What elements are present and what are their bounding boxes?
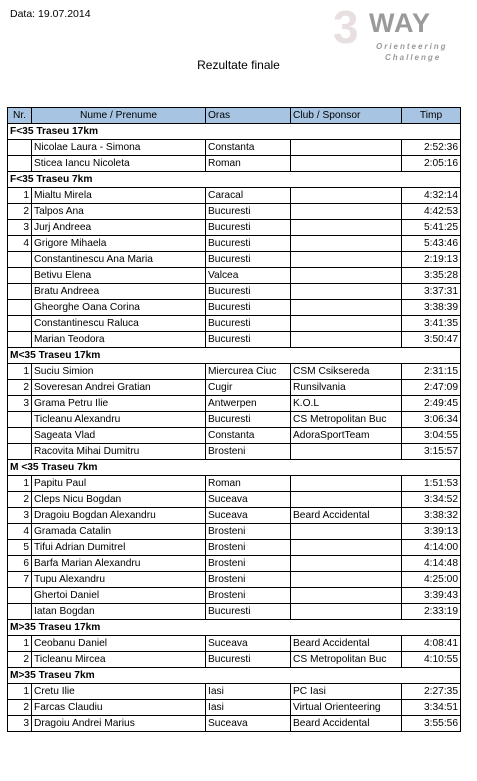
club-cell: Beard Accidental bbox=[291, 508, 402, 524]
city-cell: Cugir bbox=[206, 380, 291, 396]
table-row bbox=[8, 316, 461, 332]
rank-cell bbox=[8, 316, 32, 332]
club-cell: Beard Accidental bbox=[291, 716, 402, 732]
section-header-row bbox=[8, 668, 461, 684]
table-row bbox=[8, 492, 461, 508]
table-row bbox=[8, 396, 461, 412]
table-row bbox=[8, 140, 461, 156]
section-title: M<35 Traseu 17km bbox=[8, 348, 402, 364]
city-cell: Roman bbox=[206, 476, 291, 492]
rank-cell: 6 bbox=[8, 556, 32, 572]
section-title-spacer bbox=[402, 668, 461, 684]
logo-line3: Challenge bbox=[385, 53, 442, 62]
col-header-nr: Nr. bbox=[8, 108, 32, 124]
club-cell bbox=[291, 476, 402, 492]
club-cell bbox=[291, 332, 402, 348]
time-cell: 3:34:51 bbox=[402, 700, 461, 716]
rank-cell: 1 bbox=[8, 636, 32, 652]
col-header-club: Club / Sponsor bbox=[291, 108, 402, 124]
club-cell bbox=[291, 188, 402, 204]
section-title: M>35 Traseu 7km bbox=[8, 668, 402, 684]
city-cell: Miercurea Ciuc bbox=[206, 364, 291, 380]
time-cell: 5:43:46 bbox=[402, 236, 461, 252]
table-row bbox=[8, 252, 461, 268]
section-header-row bbox=[8, 620, 461, 636]
section-title-spacer bbox=[402, 620, 461, 636]
time-cell: 2:33:19 bbox=[402, 604, 461, 620]
table-row bbox=[8, 444, 461, 460]
time-cell: 1:51:53 bbox=[402, 476, 461, 492]
name-cell: Dragoiu Bogdan Alexandru bbox=[32, 508, 206, 524]
table-row bbox=[8, 604, 461, 620]
rank-cell: 2 bbox=[8, 492, 32, 508]
table-row bbox=[8, 636, 461, 652]
table-row bbox=[8, 156, 461, 172]
rank-cell: 3 bbox=[8, 220, 32, 236]
time-cell: 4:10:55 bbox=[402, 652, 461, 668]
rank-cell bbox=[8, 332, 32, 348]
section-title: F<35 Traseu 7km bbox=[8, 172, 402, 188]
city-cell: Bucuresti bbox=[206, 220, 291, 236]
club-cell: CS Metropolitan Buc bbox=[291, 652, 402, 668]
rank-cell bbox=[8, 284, 32, 300]
club-cell bbox=[291, 268, 402, 284]
table-row bbox=[8, 412, 461, 428]
table-row bbox=[8, 540, 461, 556]
logo-word: WAY bbox=[369, 8, 432, 38]
time-cell: 4:25:00 bbox=[402, 572, 461, 588]
city-cell: Valcea bbox=[206, 268, 291, 284]
section-header-row bbox=[8, 124, 461, 140]
club-cell bbox=[291, 252, 402, 268]
city-cell: Brosteni bbox=[206, 444, 291, 460]
rank-cell bbox=[8, 300, 32, 316]
table-row bbox=[8, 188, 461, 204]
name-cell: Tupu Alexandru bbox=[32, 572, 206, 588]
rank-cell: 1 bbox=[8, 364, 32, 380]
time-cell: 4:32:14 bbox=[402, 188, 461, 204]
club-cell bbox=[291, 572, 402, 588]
time-cell: 5:41:25 bbox=[402, 220, 461, 236]
club-cell bbox=[291, 540, 402, 556]
section-title-spacer bbox=[402, 172, 461, 188]
col-header-time: Timp bbox=[402, 108, 461, 124]
name-cell: Grigore Mihaela bbox=[32, 236, 206, 252]
col-header-city: Oras bbox=[206, 108, 291, 124]
time-cell: 4:08:41 bbox=[402, 636, 461, 652]
table-row bbox=[8, 220, 461, 236]
table-row bbox=[8, 380, 461, 396]
table-row bbox=[8, 524, 461, 540]
name-cell: Constantinescu Ana Maria bbox=[32, 252, 206, 268]
time-cell: 2:19:13 bbox=[402, 252, 461, 268]
name-cell: Betivu Elena bbox=[32, 268, 206, 284]
club-cell: K.O.L bbox=[291, 396, 402, 412]
time-cell: 2:31:15 bbox=[402, 364, 461, 380]
club-cell: Runsilvania bbox=[291, 380, 402, 396]
time-cell: 4:14:00 bbox=[402, 540, 461, 556]
club-cell bbox=[291, 284, 402, 300]
city-cell: Suceava bbox=[206, 636, 291, 652]
time-cell: 2:52:36 bbox=[402, 140, 461, 156]
time-cell: 3:38:32 bbox=[402, 508, 461, 524]
logo-digit: 3 bbox=[333, 1, 358, 53]
rank-cell bbox=[8, 140, 32, 156]
table-row bbox=[8, 332, 461, 348]
city-cell: Bucuresti bbox=[206, 316, 291, 332]
date-label: Data: 19.07.2014 bbox=[10, 8, 91, 20]
rank-cell bbox=[8, 268, 32, 284]
name-cell: Jurj Andreea bbox=[32, 220, 206, 236]
rank-cell: 4 bbox=[8, 524, 32, 540]
city-cell: Brosteni bbox=[206, 540, 291, 556]
club-cell: Beard Accidental bbox=[291, 636, 402, 652]
table-header-row bbox=[8, 108, 461, 124]
club-cell: CSM Csiksereda bbox=[291, 364, 402, 380]
name-cell: Ticleanu Alexandru bbox=[32, 412, 206, 428]
rank-cell: 3 bbox=[8, 508, 32, 524]
table-row bbox=[8, 300, 461, 316]
name-cell: Papitu Paul bbox=[32, 476, 206, 492]
results-table bbox=[7, 107, 461, 732]
name-cell: Cleps Nicu Bogdan bbox=[32, 492, 206, 508]
time-cell: 3:15:57 bbox=[402, 444, 461, 460]
name-cell: Sageata Vlad bbox=[32, 428, 206, 444]
club-cell: CS Metropolitan Buc bbox=[291, 412, 402, 428]
city-cell: Constanta bbox=[206, 140, 291, 156]
rank-cell: 4 bbox=[8, 236, 32, 252]
club-cell bbox=[291, 220, 402, 236]
city-cell: Caracal bbox=[206, 188, 291, 204]
name-cell: Ticleanu Mircea bbox=[32, 652, 206, 668]
name-cell: Mialtu Mirela bbox=[32, 188, 206, 204]
table-row bbox=[8, 508, 461, 524]
table-row bbox=[8, 684, 461, 700]
section-title: M <35 Traseu 7km bbox=[8, 460, 402, 476]
section-title-spacer bbox=[402, 460, 461, 476]
rank-cell bbox=[8, 588, 32, 604]
name-cell: Nicolae Laura - Simona bbox=[32, 140, 206, 156]
name-cell: Suciu Simion bbox=[32, 364, 206, 380]
club-cell: Virtual Orienteering bbox=[291, 700, 402, 716]
club-cell bbox=[291, 604, 402, 620]
section-header-row bbox=[8, 460, 461, 476]
rank-cell: 3 bbox=[8, 716, 32, 732]
col-header-name: Nume / Prenume bbox=[32, 108, 206, 124]
time-cell: 3:55:56 bbox=[402, 716, 461, 732]
time-cell: 3:34:52 bbox=[402, 492, 461, 508]
rank-cell bbox=[8, 156, 32, 172]
city-cell: Bucuresti bbox=[206, 204, 291, 220]
time-cell: 3:37:31 bbox=[402, 284, 461, 300]
section-title: M>35 Traseu 17km bbox=[8, 620, 402, 636]
name-cell: Talpos Ana bbox=[32, 204, 206, 220]
club-cell bbox=[291, 156, 402, 172]
name-cell: Racovita Mihai Dumitru bbox=[32, 444, 206, 460]
time-cell: 3:06:34 bbox=[402, 412, 461, 428]
city-cell: Brosteni bbox=[206, 588, 291, 604]
table-row bbox=[8, 476, 461, 492]
time-cell: 3:39:43 bbox=[402, 588, 461, 604]
page-title: Rezultate finale bbox=[197, 58, 280, 72]
club-cell bbox=[291, 524, 402, 540]
name-cell: Iatan Bogdan bbox=[32, 604, 206, 620]
city-cell: Bucuresti bbox=[206, 652, 291, 668]
name-cell: Gheorghe Oana Corina bbox=[32, 300, 206, 316]
rank-cell: 3 bbox=[8, 396, 32, 412]
table-row bbox=[8, 572, 461, 588]
city-cell: Brosteni bbox=[206, 556, 291, 572]
club-cell bbox=[291, 140, 402, 156]
time-cell: 2:05:16 bbox=[402, 156, 461, 172]
club-cell: AdoraSportTeam bbox=[291, 428, 402, 444]
city-cell: Iasi bbox=[206, 700, 291, 716]
rank-cell bbox=[8, 428, 32, 444]
rank-cell: 1 bbox=[8, 476, 32, 492]
table-row bbox=[8, 700, 461, 716]
rank-cell: 1 bbox=[8, 188, 32, 204]
table-row bbox=[8, 716, 461, 732]
club-cell bbox=[291, 444, 402, 460]
table-row bbox=[8, 588, 461, 604]
name-cell: Ghertoi Daniel bbox=[32, 588, 206, 604]
name-cell: Bratu Andreea bbox=[32, 284, 206, 300]
table-row bbox=[8, 236, 461, 252]
name-cell: Barfa Marian Alexandru bbox=[32, 556, 206, 572]
city-cell: Suceava bbox=[206, 716, 291, 732]
rank-cell: 2 bbox=[8, 204, 32, 220]
time-cell: 4:14:48 bbox=[402, 556, 461, 572]
city-cell: Bucuresti bbox=[206, 236, 291, 252]
time-cell: 2:27:35 bbox=[402, 684, 461, 700]
rank-cell: 1 bbox=[8, 684, 32, 700]
city-cell: Bucuresti bbox=[206, 300, 291, 316]
table-row bbox=[8, 652, 461, 668]
name-cell: Grama Petru Ilie bbox=[32, 396, 206, 412]
name-cell: Dragoiu Andrei Marius bbox=[32, 716, 206, 732]
club-cell bbox=[291, 316, 402, 332]
name-cell: Sticea Iancu Nicoleta bbox=[32, 156, 206, 172]
rank-cell bbox=[8, 252, 32, 268]
section-header-row bbox=[8, 348, 461, 364]
section-header-row bbox=[8, 172, 461, 188]
time-cell: 3:39:13 bbox=[402, 524, 461, 540]
city-cell: Constanta bbox=[206, 428, 291, 444]
club-cell bbox=[291, 588, 402, 604]
city-cell: Iasi bbox=[206, 684, 291, 700]
city-cell: Bucuresti bbox=[206, 604, 291, 620]
club-cell bbox=[291, 556, 402, 572]
city-cell: Brosteni bbox=[206, 572, 291, 588]
city-cell: Bucuresti bbox=[206, 412, 291, 428]
section-title: F<35 Traseu 17km bbox=[8, 124, 402, 140]
city-cell: Suceava bbox=[206, 492, 291, 508]
city-cell: Bucuresti bbox=[206, 332, 291, 348]
section-title-spacer bbox=[402, 348, 461, 364]
rank-cell: 2 bbox=[8, 380, 32, 396]
table-row bbox=[8, 428, 461, 444]
rank-cell: 2 bbox=[8, 652, 32, 668]
name-cell: Constantinescu Raluca bbox=[32, 316, 206, 332]
table-row bbox=[8, 268, 461, 284]
name-cell: Gramada Catalin bbox=[32, 524, 206, 540]
club-cell bbox=[291, 236, 402, 252]
name-cell: Marian Teodora bbox=[32, 332, 206, 348]
time-cell: 3:50:47 bbox=[402, 332, 461, 348]
rank-cell bbox=[8, 444, 32, 460]
time-cell: 2:47:09 bbox=[402, 380, 461, 396]
time-cell: 3:38:39 bbox=[402, 300, 461, 316]
time-cell: 3:41:35 bbox=[402, 316, 461, 332]
city-cell: Suceava bbox=[206, 508, 291, 524]
rank-cell bbox=[8, 412, 32, 428]
time-cell: 3:04:55 bbox=[402, 428, 461, 444]
logo-line2: Orienteering bbox=[376, 42, 448, 51]
table-row bbox=[8, 556, 461, 572]
city-cell: Brosteni bbox=[206, 524, 291, 540]
name-cell: Farcas Claudiu bbox=[32, 700, 206, 716]
city-cell: Antwerpen bbox=[206, 396, 291, 412]
club-cell bbox=[291, 492, 402, 508]
club-cell: PC Iasi bbox=[291, 684, 402, 700]
3way-orienteering-logo bbox=[333, 1, 473, 66]
rank-cell: 2 bbox=[8, 700, 32, 716]
club-cell bbox=[291, 300, 402, 316]
name-cell: Cretu Ilie bbox=[32, 684, 206, 700]
city-cell: Bucuresti bbox=[206, 252, 291, 268]
city-cell: Bucuresti bbox=[206, 284, 291, 300]
table-row bbox=[8, 364, 461, 380]
club-cell bbox=[291, 204, 402, 220]
name-cell: Soveresan Andrei Gratian bbox=[32, 380, 206, 396]
rank-cell bbox=[8, 604, 32, 620]
rank-cell: 5 bbox=[8, 540, 32, 556]
table-row bbox=[8, 204, 461, 220]
city-cell: Roman bbox=[206, 156, 291, 172]
time-cell: 4:42:53 bbox=[402, 204, 461, 220]
section-title-spacer bbox=[402, 124, 461, 140]
name-cell: Ceobanu Daniel bbox=[32, 636, 206, 652]
rank-cell: 7 bbox=[8, 572, 32, 588]
name-cell: Tifui Adrian Dumitrel bbox=[32, 540, 206, 556]
time-cell: 3:35:28 bbox=[402, 268, 461, 284]
table-row bbox=[8, 284, 461, 300]
time-cell: 2:49:45 bbox=[402, 396, 461, 412]
